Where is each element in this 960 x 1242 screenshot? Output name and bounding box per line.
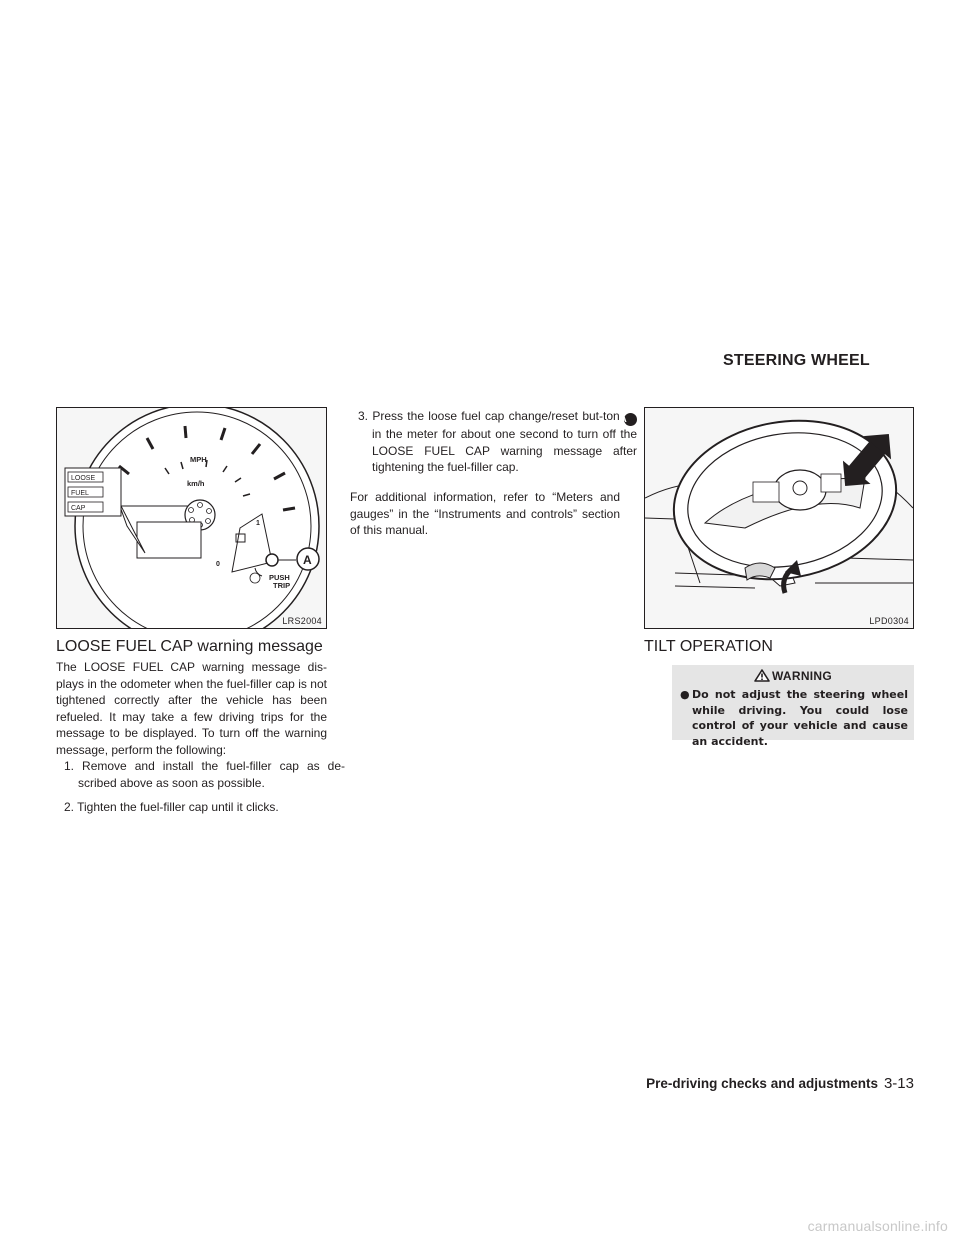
display-fuel: FUEL — [71, 490, 89, 497]
warning-icon — [754, 669, 770, 682]
step-3: 3. Press the loose fuel cap change/reset but-ton A in the meter for about one second to turn off the LOOSE FUEL CAP warning message after tightening the fuel-filler cap. — [358, 409, 637, 474]
svg-text:0: 0 — [216, 561, 220, 568]
callout-a-marker: A — [624, 413, 637, 426]
warning-title: WARNING — [672, 669, 914, 683]
warning-item: ● Do not adjust the steering wheel while driving. You could lose control of your vehicle and cause an accident. — [680, 688, 908, 748]
step-1: 1. Remove and install the fuel-filler cap as de-scribed above as soon as possible. — [64, 759, 345, 790]
display-loose: LOOSE — [71, 475, 96, 482]
page-footer — [646, 1075, 914, 1092]
warning-box — [672, 665, 914, 748]
display-cap: CAP — [71, 505, 86, 512]
step-2: 2. Tighten the fuel-filler cap until it clicks. — [64, 800, 279, 814]
steering-wheel-figure — [644, 407, 914, 629]
figure-code: LPD0304 — [869, 616, 909, 626]
svg-text:TRIP: TRIP — [273, 581, 291, 590]
kmh-label: km/h — [187, 479, 205, 488]
svg-text:PUSH: PUSH — [269, 573, 290, 582]
additional-info-paragraph: For additional information, refer to “Meters and gauges” in the “Instruments and controls” section of this manual. — [350, 490, 620, 537]
tilt-operation-heading: TILT OPERATION — [644, 638, 773, 655]
loose-fuel-cap-heading: LOOSE FUEL CAP warning message — [56, 638, 323, 655]
figure-code: LRS2004 — [282, 616, 322, 626]
bullet-icon: ● — [680, 688, 690, 701]
speedometer-figure — [56, 407, 327, 629]
watermark: carmanualsonline.info — [807, 1218, 948, 1234]
loose-fuel-cap-paragraph: The LOOSE FUEL CAP warning message dis-plays in the odometer when the fuel-filler cap is not tightened correctly after the vehicle has been refueled. It may take a few driving trips for the message to be displayed. To turn off the warning message, perform the following: — [56, 660, 327, 757]
steering-wheel-illustration — [645, 408, 913, 628]
section-title: STEERING WHEEL — [723, 352, 870, 369]
page-number: 3-13 — [883, 1075, 914, 1092]
chapter-title: Pre-driving checks and adjustments — [646, 1076, 878, 1091]
callout-a: A — [303, 553, 312, 567]
speedometer-illustration — [57, 408, 326, 628]
svg-text:1: 1 — [256, 520, 260, 527]
mph-label: MPH — [190, 455, 207, 464]
